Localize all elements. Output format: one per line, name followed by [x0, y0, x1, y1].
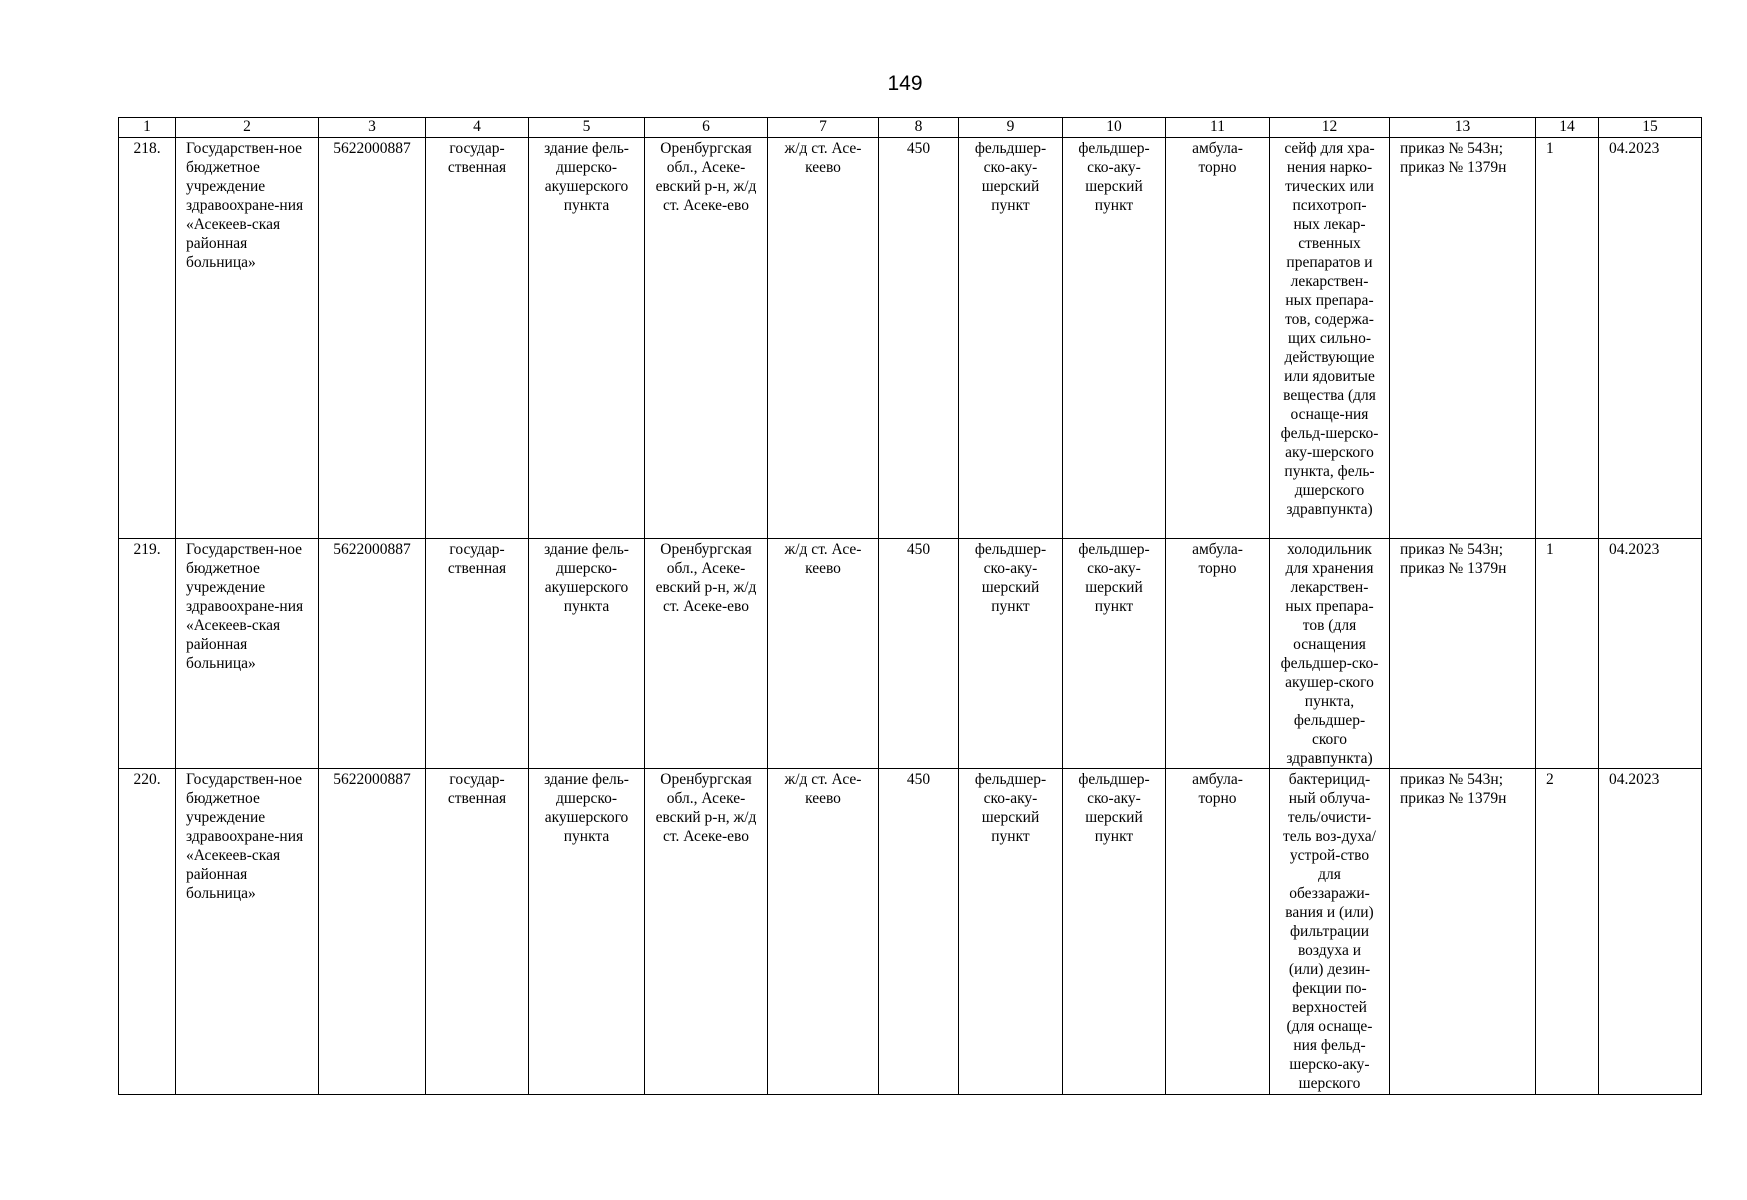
equipment-cell: холодильник для хранения лекарствен-ных препара-тов (для оснащения фельдшер-ско-акушер-ского пункта, фельдшер-ского здравпункта) [1270, 539, 1390, 769]
care-form-cell: амбула-торно [1166, 769, 1270, 1095]
table-row [119, 539, 1702, 769]
facility-type-cell: фельдшер-ско-аку-шерский пункт [959, 138, 1063, 539]
facility-type-cell: фельдшер-ско-аку-шерский пункт [959, 769, 1063, 1095]
column-number: 12 [1270, 118, 1390, 138]
quantity-cell: 1 [1536, 138, 1599, 539]
building-cell: здание фель-дшерско-акушерского пункта [529, 539, 645, 769]
unit-cell: фельдшер-ско-аку-шерский пункт [1063, 138, 1166, 539]
address-cell: Оренбургская обл., Асеке-евский р-н, ж/д ст. Асеке-ево [645, 539, 768, 769]
column-number: 10 [1063, 118, 1166, 138]
table-row [119, 769, 1702, 1095]
organization-cell: Государствен-ное бюджетное учреждение здравоохране-ния «Асекеев-ская районная больница» [176, 539, 319, 769]
date-cell: 04.2023 [1599, 539, 1702, 769]
table-row [119, 138, 1702, 539]
column-number: 7 [768, 118, 879, 138]
orders-cell: приказ № 543н; приказ № 1379н [1390, 539, 1536, 769]
ownership-cell: государ-ственная [426, 769, 529, 1095]
population-cell: 450 [879, 539, 959, 769]
column-number: 14 [1536, 118, 1599, 138]
column-number: 13 [1390, 118, 1536, 138]
inn-cell: 5622000887 [319, 769, 426, 1095]
column-number: 2 [176, 118, 319, 138]
ownership-cell: государ-ственная [426, 539, 529, 769]
column-number: 11 [1166, 118, 1270, 138]
page-number: 149 [887, 72, 923, 95]
orders-cell: приказ № 543н; приказ № 1379н [1390, 769, 1536, 1095]
care-form-cell: амбула-торно [1166, 539, 1270, 769]
date-cell: 04.2023 [1599, 138, 1702, 539]
row-number: 219. [119, 539, 176, 769]
facility-type-cell: фельдшер-ско-аку-шерский пункт [959, 539, 1063, 769]
building-cell: здание фель-дшерско-акушерского пункта [529, 769, 645, 1095]
date-cell: 04.2023 [1599, 769, 1702, 1095]
locality-cell: ж/д ст. Асе-кеево [768, 539, 879, 769]
row-number: 220. [119, 769, 176, 1095]
inn-cell: 5622000887 [319, 539, 426, 769]
row-number: 218. [119, 138, 176, 539]
column-number: 15 [1599, 118, 1702, 138]
locality-cell: ж/д ст. Асе-кеево [768, 769, 879, 1095]
building-cell: здание фель-дшерско-акушерского пункта [529, 138, 645, 539]
column-number: 3 [319, 118, 426, 138]
address-cell: Оренбургская обл., Асеке-евский р-н, ж/д ст. Асеке-ево [645, 769, 768, 1095]
column-number: 5 [529, 118, 645, 138]
care-form-cell: амбула-торно [1166, 138, 1270, 539]
equipment-cell: сейф для хра-нения нарко-тических или психотроп-ных лекар-ственных препаратов и лекарствен-ных препара-тов, содержа-щих сильно-действующие или ядовитые вещества (для оснаще-ния фельд-шерско-аку-шерского пункта, фель-дшерского здравпункта) [1270, 138, 1390, 539]
unit-cell: фельдшер-ско-аку-шерский пункт [1063, 539, 1166, 769]
organization-cell: Государствен-ное бюджетное учреждение здравоохране-ния «Асекеев-ская районная больница» [176, 138, 319, 539]
population-cell: 450 [879, 138, 959, 539]
population-cell: 450 [879, 769, 959, 1095]
column-number: 9 [959, 118, 1063, 138]
register-table [118, 117, 1702, 1095]
address-cell: Оренбургская обл., Асеке-евский р-н, ж/д ст. Асеке-ево [645, 138, 768, 539]
locality-cell: ж/д ст. Асе-кеево [768, 138, 879, 539]
ownership-cell: государ-ственная [426, 138, 529, 539]
column-number: 6 [645, 118, 768, 138]
unit-cell: фельдшер-ско-аку-шерский пункт [1063, 769, 1166, 1095]
quantity-cell: 2 [1536, 769, 1599, 1095]
column-number: 1 [119, 118, 176, 138]
equipment-cell: бактерицид-ный облуча-тель/очисти-тель воз-духа/устрой-ство для обеззаражи-вания и (или) фильтрации воздуха и (или) дезин-фекции по-верхностей (для оснаще-ния фельд-шерско-аку-шерского [1270, 769, 1390, 1095]
orders-cell: приказ № 543н; приказ № 1379н [1390, 138, 1536, 539]
column-number: 8 [879, 118, 959, 138]
column-number: 4 [426, 118, 529, 138]
organization-cell: Государствен-ное бюджетное учреждение здравоохране-ния «Асекеев-ская районная больница» [176, 769, 319, 1095]
inn-cell: 5622000887 [319, 138, 426, 539]
quantity-cell: 1 [1536, 539, 1599, 769]
column-number-row [119, 118, 1702, 138]
